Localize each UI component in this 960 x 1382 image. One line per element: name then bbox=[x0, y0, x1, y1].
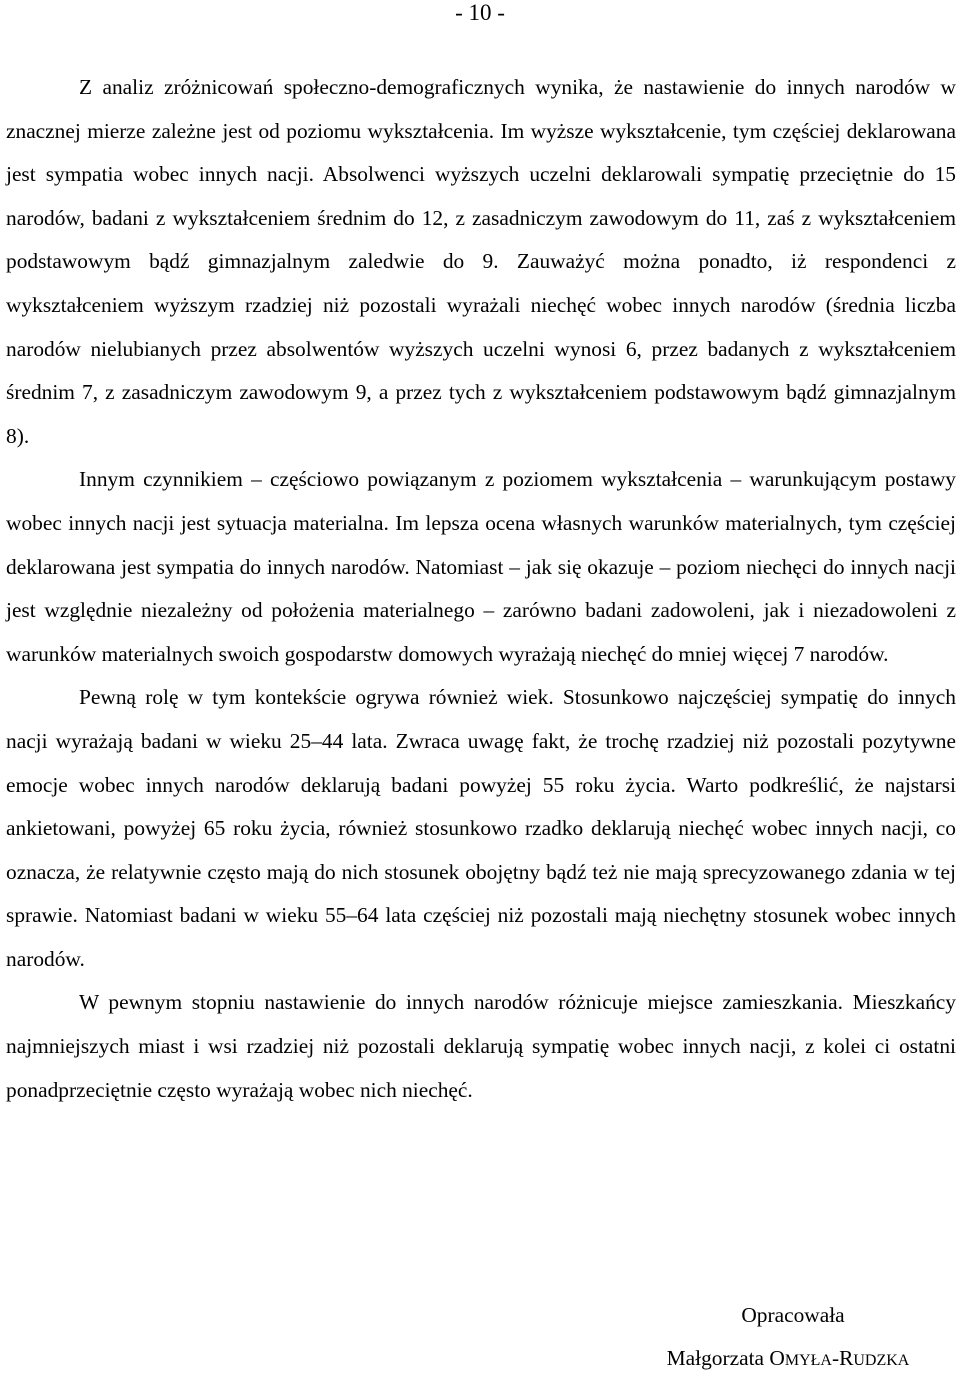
author-name bbox=[638, 1337, 938, 1382]
author-surname-initial-2: R bbox=[839, 1346, 854, 1370]
author-surname-initial-1: O bbox=[769, 1346, 785, 1370]
paragraph-age: Pewną rolę w tym kontekście ogrywa również wiek. Stosunkowo najczęściej sympatię do innych nacji wyrażają badani w wieku 25–44 lata. Zwraca uwagę fakt, że trochę rzadziej niż pozostali pozytywne emocje wobec innych narodów deklarują badani powyżej 55 roku życia. Warto podkreślić, że najstarsi ankietowani, powyżej 65 roku życia, również stosunkowo rzadko deklarują niechęć wobec innych nacji, co oznacza, że relatywnie często mają do nich stosunek obojętny bądź też nie mają sprecyzowanego zdania w tej sprawie. Natomiast badani w wieku 55–64 lata częściej niż pozostali mają niechętny stosunek wobec innych narodów. bbox=[6, 685, 956, 971]
document-body bbox=[6, 66, 956, 1112]
signature-block bbox=[638, 1294, 938, 1382]
paragraph-place-of-residence: W pewnym stopniu nastawienie do innych narodów różnicuje miejsce zamieszkania. Mieszkańcy najmniejszych miast i wsi rzadziej niż pozostali deklarują sympatię wobec innych nacji, z kolei ci ostatni ponadprzeciętnie często wyrażają wobec nich niechęć. bbox=[6, 990, 956, 1102]
author-surname-rest-1: MYŁA bbox=[784, 1352, 832, 1369]
signature-role: Opracowała bbox=[741, 1303, 845, 1327]
author-first-name: Małgorzata bbox=[666, 1346, 765, 1370]
paragraph-material-situation: Innym czynnikiem – częściowo powiązanym z poziomem wykształcenia – warunkującym postawy wobec innych nacji jest sytuacja materialna. Im lepsza ocena własnych warunków materialnych, tym częściej deklarowana jest sympatia do innych narodów. Natomiast – jak się okazuje – poziom niechęci do innych nacji jest względnie niezależny od położenia materialnego – zarówno badani zadowoleni, jak i niezadowoleni z warunków materialnych swoich gospodarstw domowych wyrażają niechęć do mniej więcej 7 narodów. bbox=[6, 467, 956, 666]
paragraph-education: Z analiz zróżnicowań społeczno-demograficznych wynika, że nastawienie do innych narodów w znacznej mierze zależne jest od poziomu wykształcenia. Im wyższe wykształcenie, tym częściej deklarowana jest sympatia wobec innych nacji. Absolwenci wyższych uczelni deklarowali sympatię przeciętnie do 15 narodów, badani z wykształceniem średnim do 12, z zasadniczym zawodowym do 11, zaś z wykształceniem podstawowym bądź gimnazjalnym zaledwie do 9. Zauważyć można ponadto, iż respondenci z wykształceniem wyższym rzadziej niż pozostali wyrażali niechęć wobec innych narodów (średnia liczba narodów nielubianych przez absolwentów wyższych uczelni wynosi 6, przez badanych z wykształceniem średnim 7, z zasadniczym zawodowym 9, a przez tych z wykształceniem podstawowym bądź gimnazjalnym 8). bbox=[6, 75, 956, 448]
author-surname-separator: - bbox=[831, 1346, 840, 1370]
page-number: - 10 - bbox=[455, 0, 505, 25]
author-surname-rest-2: UDZKA bbox=[853, 1352, 910, 1369]
